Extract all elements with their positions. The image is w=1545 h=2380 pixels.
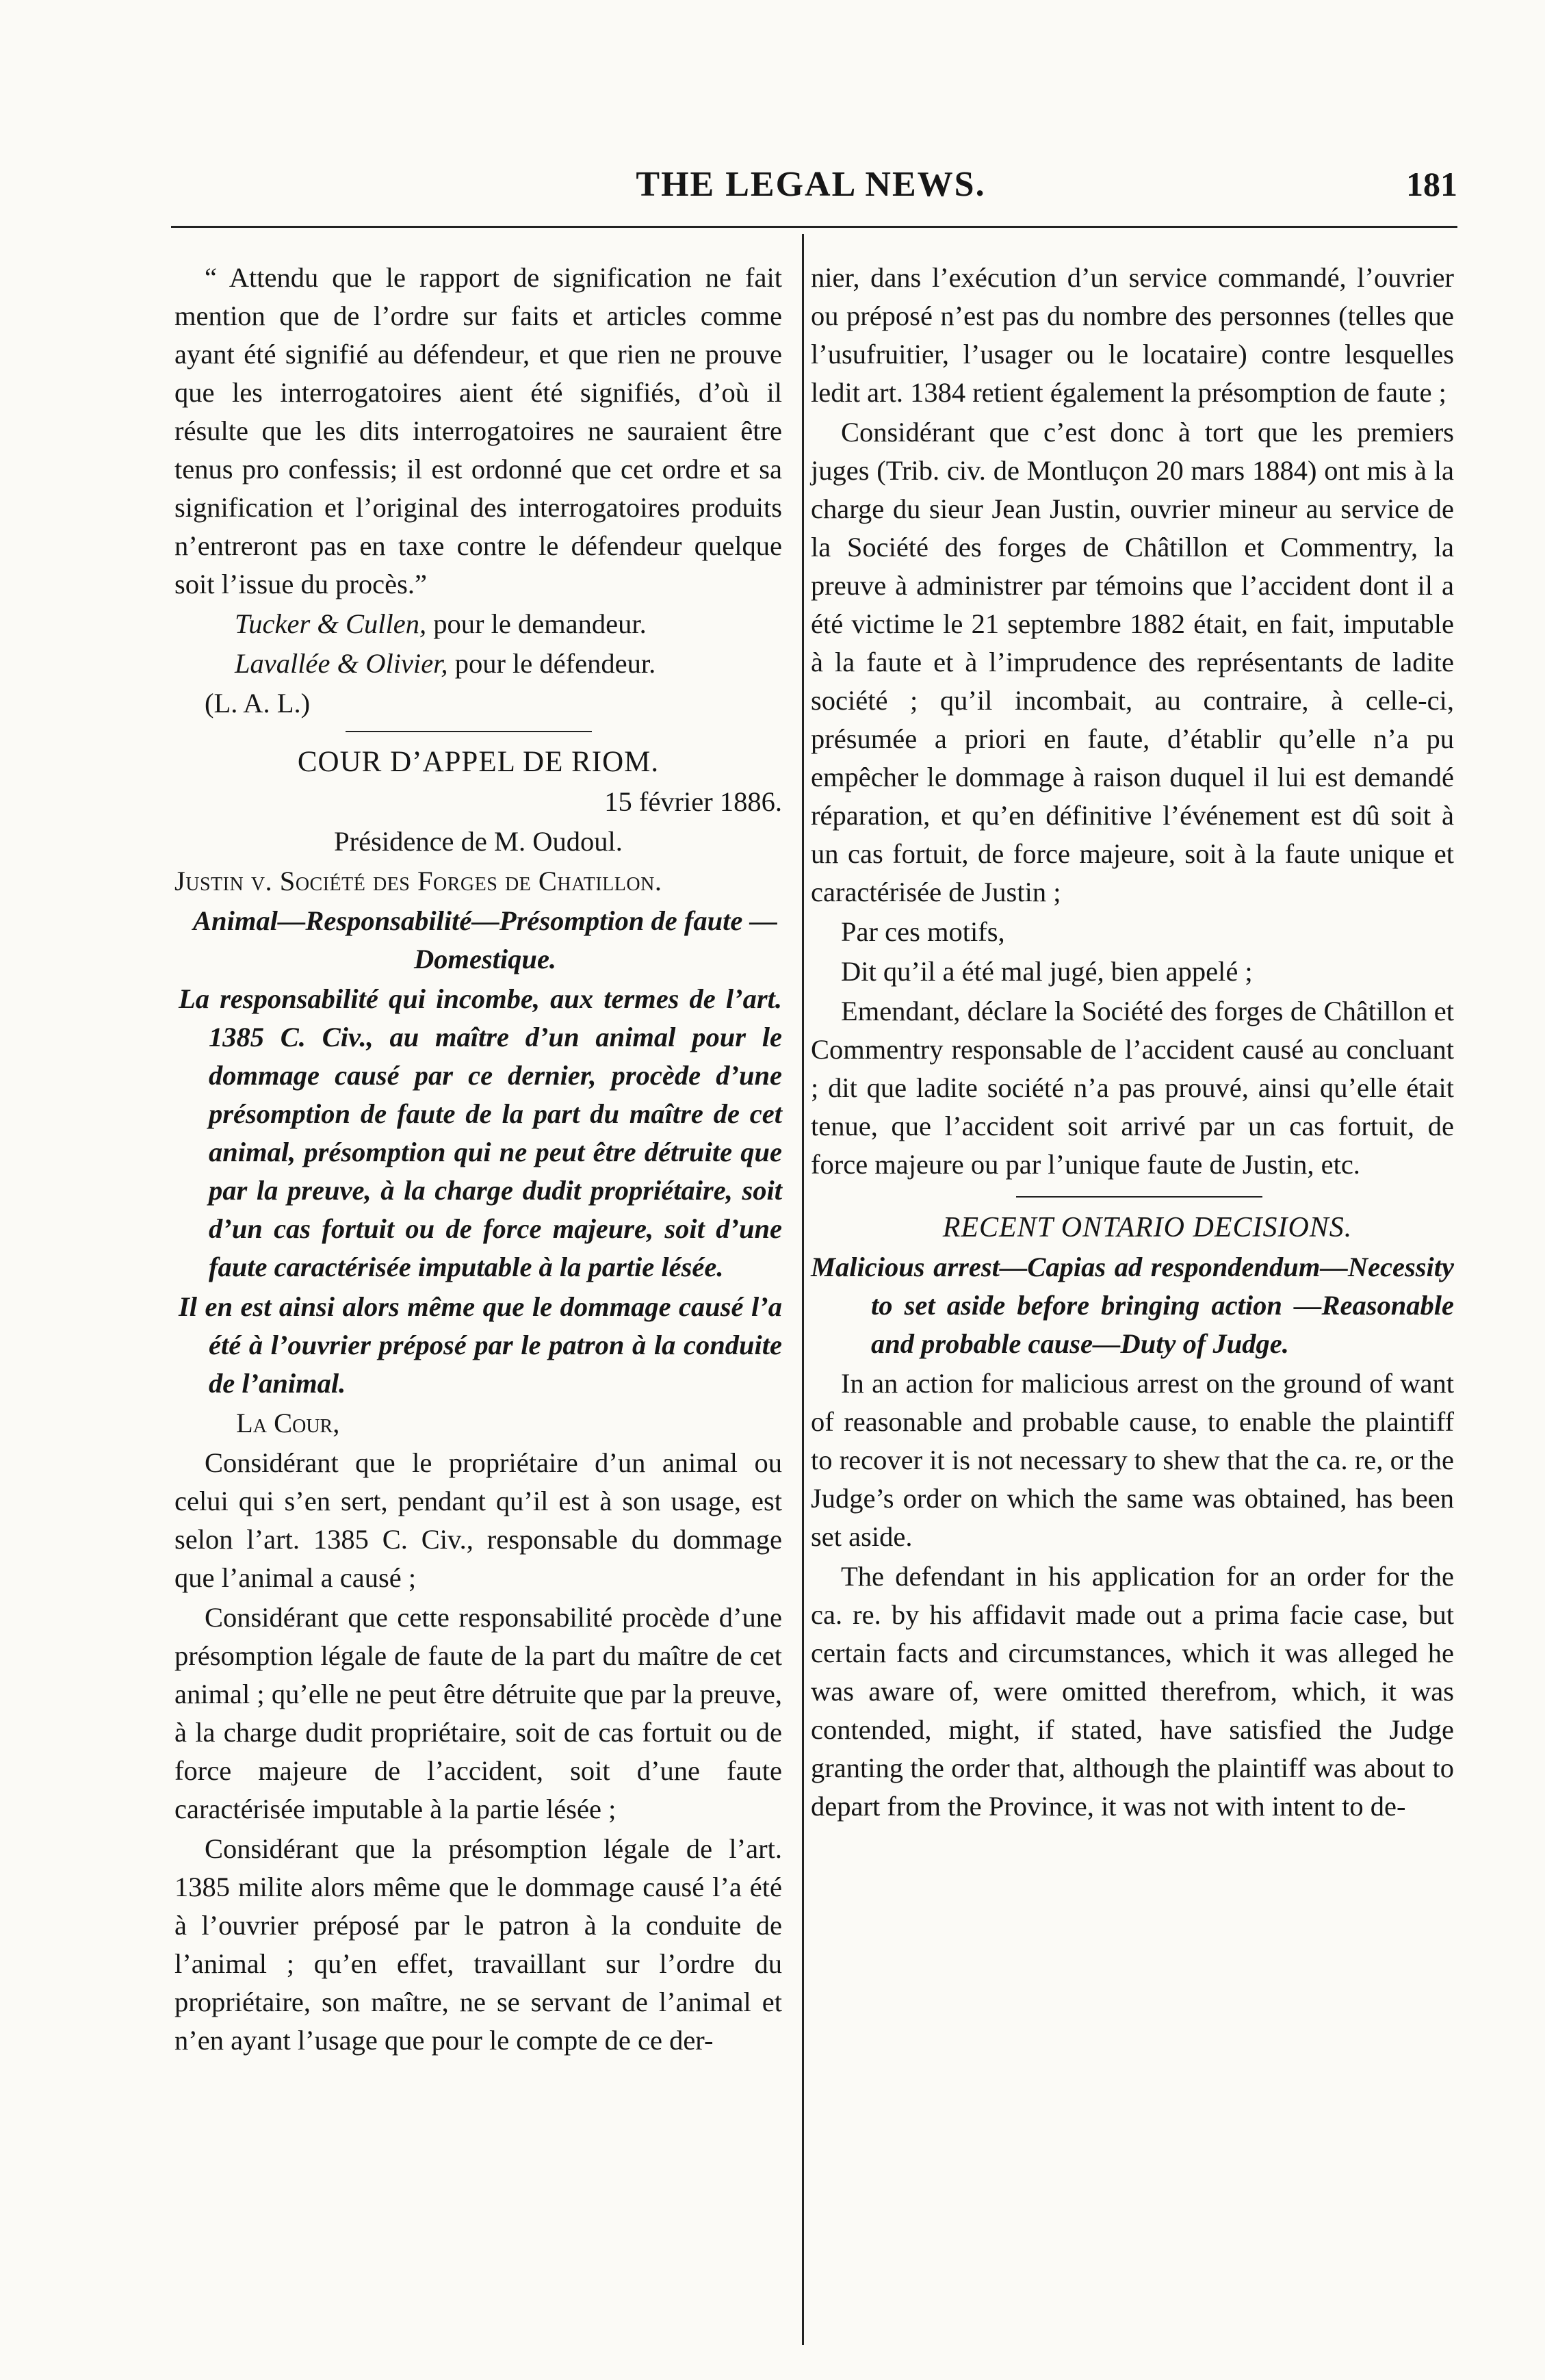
par-ces-motifs: Par ces motifs, [841, 916, 1005, 947]
headnote-2: Il en est ainsi alors même que le dommage causé l’a été à l’ouvrier préposé par le patron à la conduite de l’animal. [179, 1291, 782, 1399]
considerant-1: Considérant que le propriétaire d’un animal ou celui qui s’en sert, pendant qu’il est à son usage, est selon l’art. 1385 C. Civ., responsable du dommage que l’animal a causé ; [174, 1447, 782, 1593]
header-rule [171, 226, 1457, 228]
court-title: COUR D’APPEL DE RIOM. [297, 746, 660, 778]
judgment-line: Dit qu’il a été mal jugé, bien appelé ; [841, 956, 1253, 987]
decision-date: 15 février 1886. [604, 786, 782, 817]
continued-paragraph: nier, dans l’exécution d’un service commandé, l’ouvrier ou préposé n’est pas du nombre des personnes (telles que l’usufruitier, l’usager ou le locataire) contre lesquelles ledit art. 1384 retient également la présomption de faute ; [811, 262, 1454, 408]
headnote-1: La responsabilité qui incombe, aux termes de l’art. 1385 C. Civ., au maître d’un animal pour le dommage causé par ce dernier, procède d’une présomption de faute de la part du maître de cet animal, présomption qui ne peut être détruite que par la preuve, à la charge dudit propriétaire, soit d’un cas fortuit ou de force majeure, soit d’une faute caractérisée imputable à la partie lésée. [179, 983, 782, 1282]
la-cour-label: La Cour, [236, 1408, 340, 1438]
counsel-plaintiff-names: Tucker & Cullen, [235, 608, 427, 639]
counsel-defendant-role: pour le défendeur. [447, 648, 656, 679]
left-column [174, 259, 782, 2061]
section-heading: RECENT ONTARIO DECISIONS. [942, 1212, 1353, 1243]
counsel-plaintiff-role: pour le demandeur. [426, 608, 647, 639]
journal-title: THE LEGAL NEWS. [636, 165, 986, 204]
case-parties: Justin v. Société des Forges de Chatillon. [174, 866, 662, 896]
counsel-defendant-names: Lavallée & Olivier, [235, 648, 448, 679]
quote-paragraph: “ Attendu que le rapport de signification ne fait mention que de l’ordre sur faits et articles comme ayant été signifié au défendeur, et que rien ne prouve que les interrogatoires aient été signifiés, d’où il résulte que les dits interrogatoires ne sauraient être tenus pro confessis; il est ordonné que cet ordre et sa signification et l’original des interrogatoires produits n’entreront pas en taxe contre le défendeur quelque soit l’issue du procès.” [174, 262, 782, 599]
page-number: 181 [1406, 165, 1457, 203]
ontario-subject: Malicious arrest—Capias ad respondendum—Necessity to set aside before bringing action —Reasonable and probable cause—Duty of Judge. [811, 1252, 1454, 1359]
section-rule-right [1016, 1196, 1262, 1198]
considerant-2: Considérant que cette responsabilité procède d’une présomption légale de faute de la part du maître de cet animal ; qu’elle ne peut être détruite que par la preuve, à la charge dudit propriétaire, soit de cas fortuit ou de force majeure de l’accident, soit d’une faute caractérisée imputable à la partie lésée ; [174, 1602, 782, 1824]
case-subject: Animal—Responsabilité—Présomption de faute —Domestique. [193, 905, 777, 974]
emendant-paragraph: Emendant, déclare la Société des forges de Châtillon et Commentry responsable de l’accident causé au concluant ; dit que ladite société n’a pas prouvé, ainsi qu’elle était tenue, que l’accident soit arrivé par un cas fortuit, de force majeure ou par l’unique faute de Justin, etc. [811, 996, 1454, 1180]
counsel-plaintiff [174, 605, 782, 643]
presidence-line: Présidence de M. Oudoul. [334, 826, 623, 857]
ontario-paragraph-1: In an action for malicious arrest on the ground of want of reasonable and probable cause, to enable the plaintiff to recover it is not necessary to shew that the ca. re, or the Judge’s order on which the same was obtained, has been set aside. [811, 1368, 1454, 1552]
column-divider [802, 234, 804, 2345]
right-column [811, 259, 1454, 1827]
ontario-paragraph-2: The defendant in his application for an order for the ca. re. by his affidavit made out a prima facie case, but certain facts and circumstances, which it was alleged he was aware of, were omitted therefrom, which, it was contended, might, if stated, have satisfied the Judge granting the order that, although the plaintiff was about to depart from the Province, it was not with intent to de- [811, 1561, 1454, 1822]
section-rule [346, 731, 592, 732]
page-header [164, 164, 1457, 219]
considerant-4: Considérant que c’est donc à tort que les premiers juges (Trib. civ. de Montluçon 20 mars 1884) ont mis à la charge du sieur Jean Justin, ouvrier mineur au service de la Société des forges de Châtillon et Commentry, la preuve à administrer par témoins que l’accident dont il a été victime le 21 septembre 1882 était, en fait, imputable à la faute et à l’imprudence des représentants de ladite société ; qu’il incombait, au contraire, à celle-ci, présumée a priori en faute, d’établir qu’elle n’a pu empêcher le dommage à raison duquel il lui est demandé réparation, et qu’en définitive l’événement est dû soit à un cas fortuit, de force majeure, soit à la faute unique et caractérisée de Justin ; [811, 417, 1454, 907]
considerant-3: Considérant que la présomption légale de l’art. 1385 milite alors même que le dommage causé l’a été à l’ouvrier préposé par le patron à la conduite de l’animal ; qu’en effet, travaillant sur l’ordre du propriétaire, son maître, ne se servant de l’animal et n’en ayant l’usage que pour le compte de ce der- [174, 1833, 782, 2056]
counsel-defendant [174, 645, 782, 683]
reporter-initials: (L. A. L.) [205, 688, 311, 719]
